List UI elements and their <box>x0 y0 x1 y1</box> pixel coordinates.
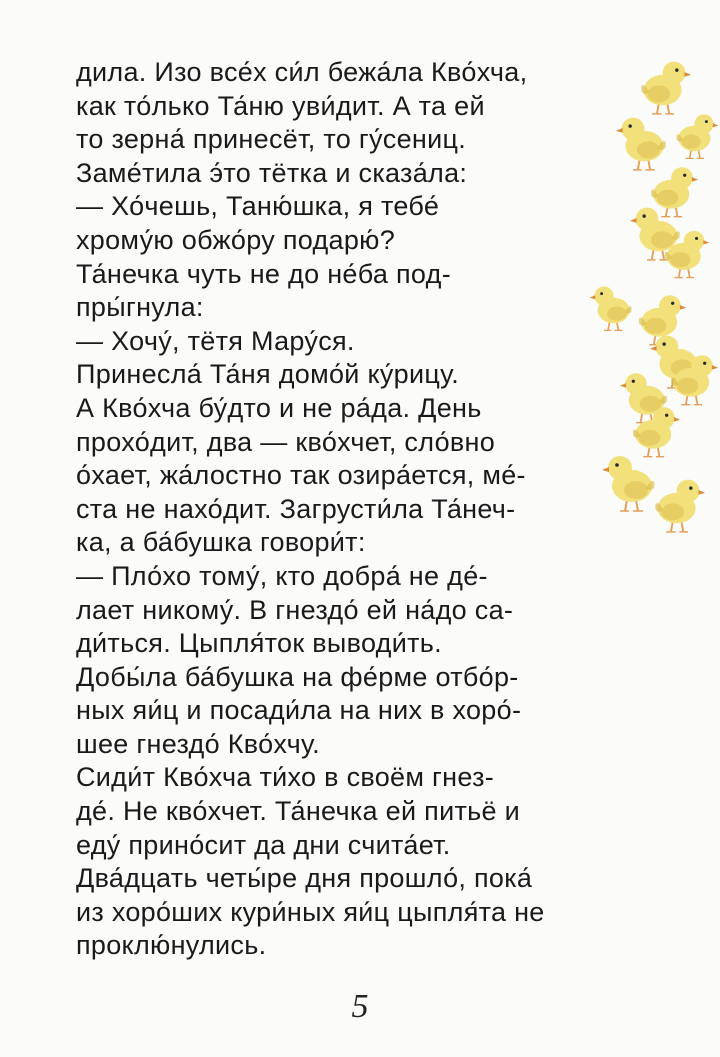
story-line: о́хает, жа́лостно так озира́ется, ме́- <box>76 460 526 491</box>
story-line: ста не нахо́дит. Загрусти́ла Та́неч- <box>76 493 516 524</box>
chick-icon <box>666 348 720 407</box>
story-line: — Хо́чешь, Таню́шка, я тебе́ <box>76 191 440 222</box>
story-line: шее гнездо́ Кво́хчу. <box>76 728 320 759</box>
story-line: из хоро́ших кури́ных яи́ц цыпля́та не <box>76 896 545 927</box>
story-line: то зерна́ принесёт, то гу́сениц. <box>76 124 467 155</box>
story-line: проклю́нулись. <box>76 930 267 961</box>
story-line: пры́гнула: <box>76 292 204 323</box>
story-line: Заме́тила э́то тётка и сказа́ла: <box>76 157 468 188</box>
story-line: Два́дцать четы́ре дня прошло́, пока́ <box>76 863 533 894</box>
story-line: прохо́дит, два — кво́хчет, сло́вно <box>76 426 496 457</box>
story-line: ди́ться. Цыпля́ток выводи́ть. <box>76 628 442 659</box>
story-line: Принесла́ Та́ня домо́й ку́рицу. <box>76 359 460 390</box>
story-line: — Хочу́, тётя Мару́ся. <box>76 325 355 356</box>
story-line: как то́лько Та́ню уви́дит. А та ей <box>76 90 485 121</box>
chick-icon <box>672 108 720 161</box>
story-line: ка, а ба́бушка говори́т: <box>76 527 366 558</box>
chick-icon <box>650 472 707 535</box>
story-line: лает никому́. В гнездо́ ей на́до са- <box>76 594 514 625</box>
story-line: еду́ прино́сит да дни счита́ет. <box>76 829 451 860</box>
story-line: де́. Не кво́хчет. Та́нечка ей питьё и <box>76 796 520 827</box>
story-line: Сиди́т Кво́хча ти́хо в своём гнез- <box>76 762 495 793</box>
story-line: хрому́ю обжо́ру подарю́? <box>76 224 396 255</box>
chick-icon <box>588 280 636 333</box>
story-line: дила. Изо все́х си́л бежа́ла Кво́хча, <box>76 57 528 87</box>
page-number: 5 <box>351 988 369 1025</box>
story-text <box>76 56 636 963</box>
chicks-illustration <box>588 48 720 548</box>
chick-icon <box>660 224 711 280</box>
story-line: Та́нечка чуть не до не́ба под- <box>76 258 451 289</box>
story-line: Добы́ла ба́бушка на фе́рме отбо́р- <box>76 661 519 692</box>
story-line: ных яи́ц и посади́ла на них в хоро́- <box>76 695 522 726</box>
story-line: — Пло́хо тому́, кто добра́ не де́- <box>76 560 488 591</box>
story-line: А Кво́хча бу́дто и не ра́да. День <box>76 392 482 423</box>
